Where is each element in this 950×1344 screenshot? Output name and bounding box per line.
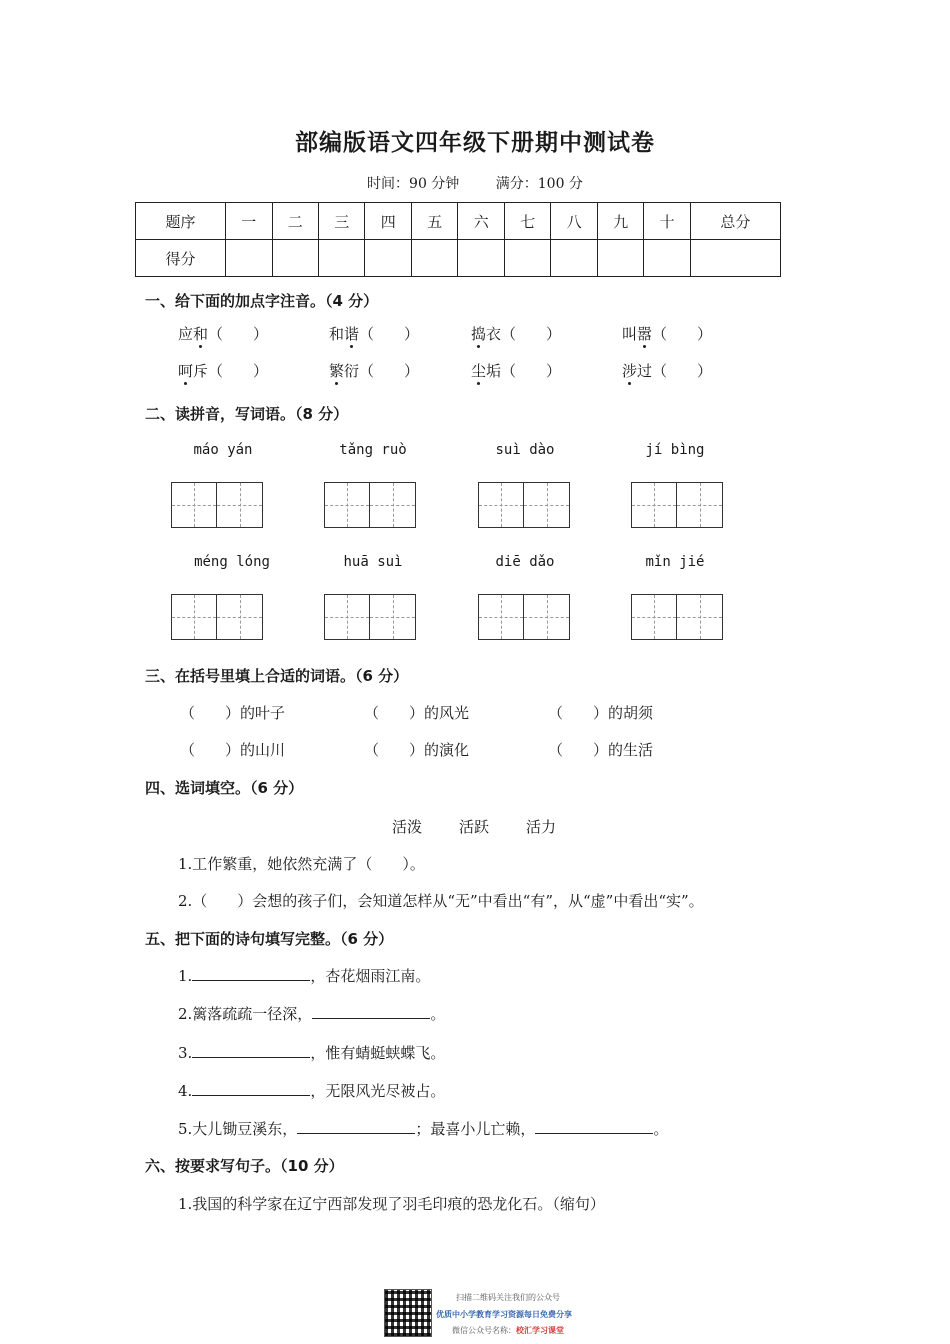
qr-code-icon[interactable]	[384, 1289, 432, 1337]
writing-grid[interactable]	[171, 482, 263, 528]
score-cell[interactable]	[226, 240, 272, 277]
score-cell[interactable]	[644, 240, 690, 277]
phonetic-item[interactable]: 繁衍（ ）	[329, 362, 420, 380]
question-2[interactable]: 2.（ ）会想的孩子们，会知道怎样从“无”中看出“有”，从“虚”中看出“实”。	[178, 892, 704, 910]
answer-blank[interactable]	[192, 1081, 310, 1096]
section-6-title: 六、按要求写句子。（10 分）	[145, 1157, 344, 1175]
score-cell[interactable]	[411, 240, 457, 277]
table-cell: 五	[411, 203, 457, 240]
phonetic-item[interactable]: 捣衣（ ）	[471, 325, 562, 343]
poem-question[interactable]: 3. ，惟有蜻蜓蛱蝶飞。	[178, 1044, 446, 1062]
poem-question[interactable]: 2.篱落疏疏一径深， 。	[178, 1005, 446, 1023]
footer-scan-text: 扫描二维码关注我们的公众号	[456, 1293, 560, 1302]
table-cell: 七	[504, 203, 550, 240]
table-cell: 八	[551, 203, 597, 240]
phonetic-item[interactable]: 和谐（ ）	[329, 325, 420, 343]
table-cell: 总分	[690, 203, 780, 240]
footer-account-name: 校汇学习课堂	[516, 1326, 564, 1335]
fill-phrase[interactable]: （ ）的生活	[548, 741, 654, 759]
phonetic-item[interactable]: 涉过（ ）	[622, 362, 713, 380]
score-table-header-row	[136, 203, 781, 240]
score-cell[interactable]	[272, 240, 318, 277]
score-cell[interactable]	[504, 240, 550, 277]
full-score: 满分：100 分	[495, 176, 583, 192]
table-cell: 题序	[136, 203, 226, 240]
writing-grid[interactable]	[478, 482, 570, 528]
table-cell: 十	[644, 203, 690, 240]
poem-question[interactable]: 4. ，无限风光尽被占。	[178, 1082, 446, 1100]
fill-phrase[interactable]: （ ）的山川	[180, 741, 286, 759]
section-4-title: 四、选词填空。（6 分）	[145, 779, 304, 797]
table-cell: 一	[226, 203, 272, 240]
answer-blank[interactable]	[535, 1119, 653, 1134]
sentence-question-1[interactable]: 1.我国的科学家在辽宁西部发现了羽毛印痕的恐龙化石。（缩句）	[178, 1195, 605, 1213]
phonetic-item[interactable]: 呵斥（ ）	[178, 362, 269, 380]
section-1-title: 一、给下面的加点字注音。（4 分）	[145, 292, 379, 310]
table-cell: 三	[319, 203, 365, 240]
fill-phrase[interactable]: （ ）的演化	[364, 741, 470, 759]
table-cell: 四	[365, 203, 411, 240]
fill-phrase[interactable]: （ ）的胡须	[548, 704, 654, 722]
score-table	[135, 202, 781, 277]
table-cell: 九	[597, 203, 643, 240]
poem-question[interactable]: 1. ，杏花烟雨江南。	[178, 967, 431, 985]
writing-grid[interactable]	[478, 594, 570, 640]
pinyin-label: diē dǎo	[495, 554, 555, 570]
time-limit: 时间：90 分钟	[367, 176, 460, 192]
pinyin-label: mǐn jié	[645, 554, 705, 570]
writing-grid[interactable]	[631, 594, 723, 640]
fill-phrase[interactable]: （ ）的叶子	[180, 704, 286, 722]
poem-question[interactable]: 5.大儿锄豆溪东， ；最喜小儿亡赖， 。	[178, 1120, 669, 1138]
answer-blank[interactable]	[192, 966, 310, 981]
fill-phrase[interactable]: （ ）的风光	[364, 704, 470, 722]
score-cell[interactable]	[690, 240, 780, 277]
section-2-title: 二、读拼音，写词语。（8 分）	[145, 405, 349, 423]
table-cell: 二	[272, 203, 318, 240]
word-choice: 活力	[526, 818, 557, 836]
footer-slogan: 优质中小学教育学习资源每日免费分享	[436, 1310, 572, 1319]
score-cell[interactable]	[319, 240, 365, 277]
score-table-score-row	[136, 240, 781, 277]
pinyin-label: máo yán	[193, 442, 253, 458]
word-choice: 活跃	[459, 818, 490, 836]
pinyin-label: suì dào	[495, 442, 555, 458]
writing-grid[interactable]	[324, 482, 416, 528]
table-cell: 得分	[136, 240, 226, 277]
answer-blank[interactable]	[192, 1043, 310, 1058]
phonetic-item[interactable]: 应和（ ）	[178, 325, 269, 343]
section-5-title: 五、把下面的诗句填写完整。（6 分）	[145, 930, 394, 948]
table-cell: 六	[458, 203, 504, 240]
pinyin-label: huā suì	[343, 554, 403, 570]
writing-grid[interactable]	[631, 482, 723, 528]
pinyin-label: tǎng ruò	[339, 442, 407, 458]
score-cell[interactable]	[458, 240, 504, 277]
section-3-title: 三、在括号里填上合适的词语。（6 分）	[145, 667, 409, 685]
answer-blank[interactable]	[312, 1004, 430, 1019]
exam-info	[0, 173, 950, 193]
question-1[interactable]: 1.工作繁重，她依然充满了（ ）。	[178, 855, 425, 873]
phonetic-item[interactable]: 尘垢（ ）	[471, 362, 562, 380]
word-choice: 活泼	[392, 818, 423, 836]
score-cell[interactable]	[551, 240, 597, 277]
writing-grid[interactable]	[324, 594, 416, 640]
answer-blank[interactable]	[297, 1119, 415, 1134]
pinyin-label: méng lóng	[194, 554, 270, 570]
score-cell[interactable]	[597, 240, 643, 277]
pinyin-label: jí bìng	[645, 442, 705, 458]
writing-grid[interactable]	[171, 594, 263, 640]
page-title: 部编版语文四年级下册期中测试卷	[295, 130, 655, 156]
score-cell[interactable]	[365, 240, 411, 277]
phonetic-item[interactable]: 叫嚣（ ）	[622, 325, 713, 343]
footer-account: 微信公众号名称：校汇学习课堂	[452, 1326, 564, 1335]
